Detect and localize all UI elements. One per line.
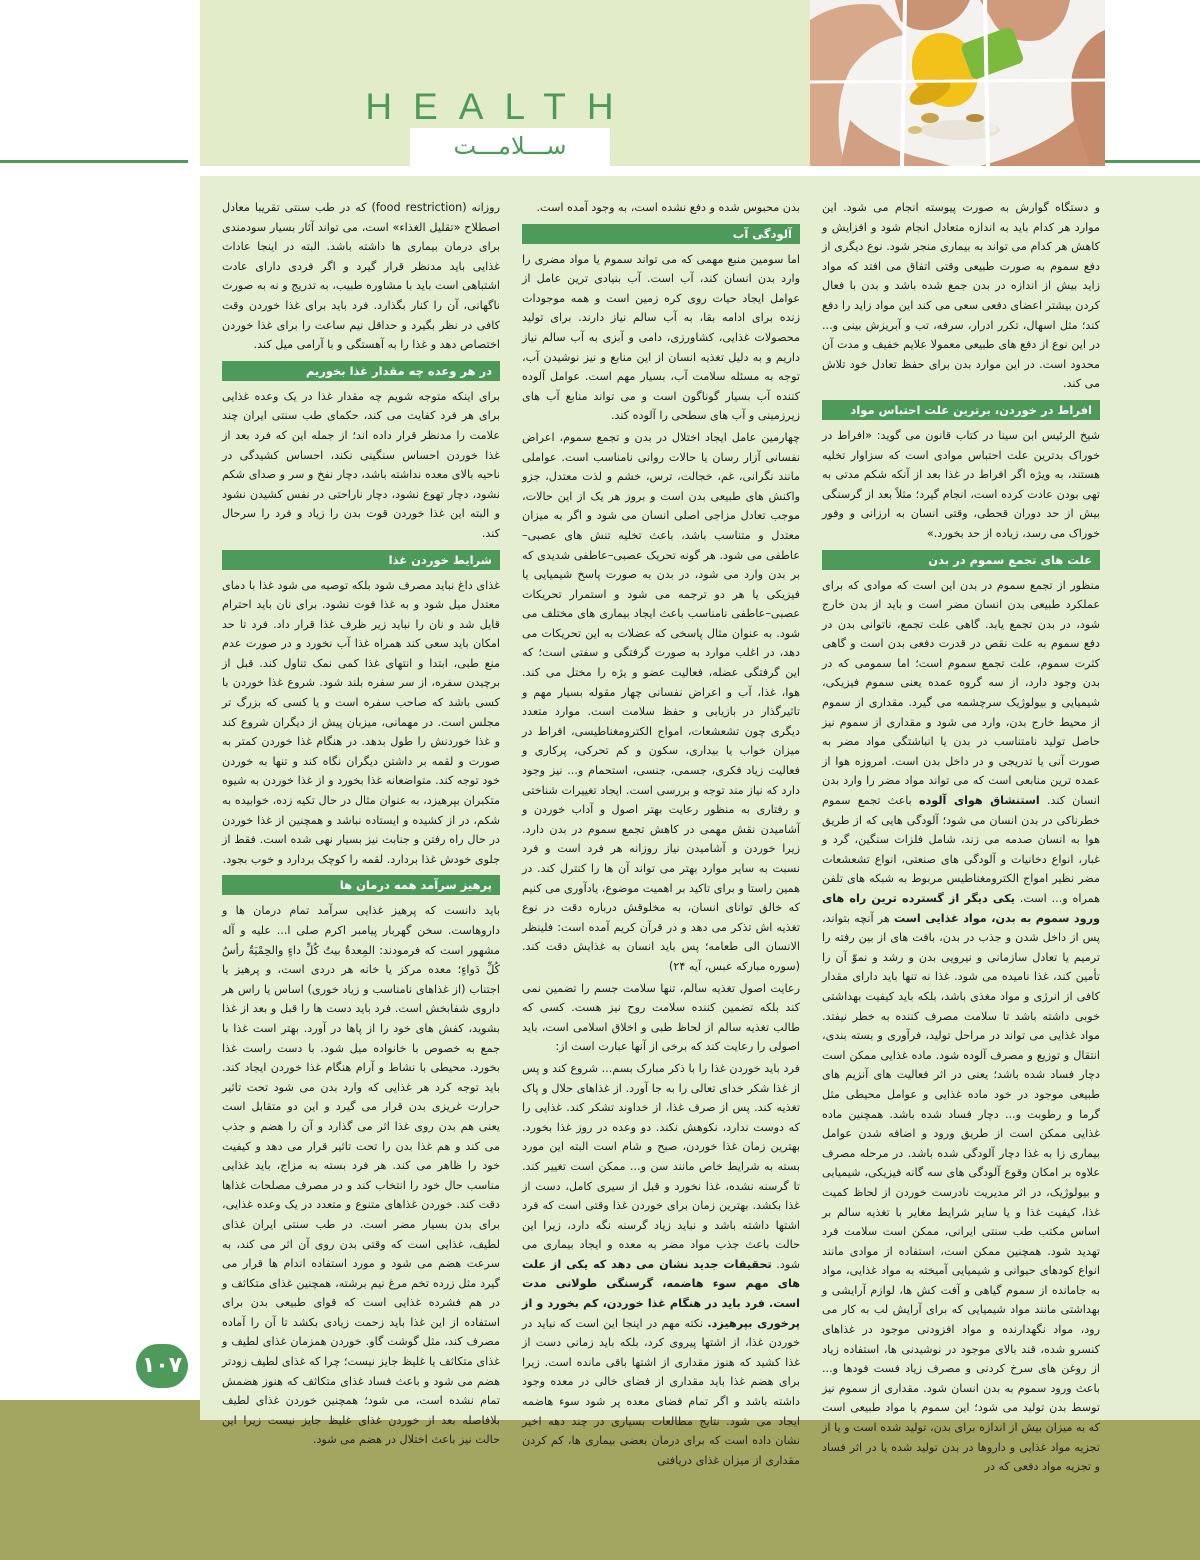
paragraph: بدن محبوس شده و دفع نشده است، به وجود آمده است.: [536, 201, 800, 214]
section-heading: شرایط خوردن غذا: [222, 550, 500, 570]
hero-photo: [810, 0, 1105, 166]
section-title-box: [410, 128, 610, 166]
paragraph: [822, 576, 1100, 1477]
section-heading: پرهیز سرآمد همه درمان ها: [222, 875, 500, 895]
section-title-persian: ســـلامـــت: [453, 132, 567, 160]
paragraph-text: نکته مهم در اینجا این است که نباید در خوردن غذا، از اشتها پیروی کرد، بلکه باید زمانی دست از غذا کشید که هنوز مقداری از اشتها باقی مانده است. زیرا برای هضم غذا باید مقداری از فضای خالی در معده وجود داشته باشد و اگر تمام فضای معده پر شود سوء هاضمه ایجاد می شود. نتایج مطالعات بسیاری در چند دهه اخیر نشان داده است که برای درمان بعضی بیماری ها، کم کردن مقداری از میزان غذای دریافتی: [522, 1316, 800, 1467]
emphasis-text: استنشاق هوای آلوده: [918, 794, 1040, 808]
paragraph: رعایت اصول تغذیه سالم، تنها سلامت جسم را تضمین نمی کند بلکه تضمین کننده سلامت روح نیز هست. کسی که طالب تغذیه سالم از لحاظ طبی و اخلاق اسلامی است، باید اصولی را رعایت کند که برخی از آنها عبارت است از:: [522, 981, 800, 1054]
paragraph: روزانه (food restriction) که در طب سنتی تقریبا معادل اصطلاح «تقلیل الغذاء» است، می تواند آثار بسیار سودمندی برای درمان بیماری ها داشته باشد. البته در اینجا عادات غذایی باید مدنظر قرار گیرد و اگر فردی دارای عادت اشتباهی است باید با مشاوره طبیب، به تدریج و نه به صورت ناگهانی، آن را کنار بگذارد. فرد باید برای غذا خوردن وقت کافی در نظر بگیرد و حداقل نیم ساعت را برای غذا خوردن اختصاص دهد و غذا را به آهستگی و با آرامی میل کند.: [222, 201, 500, 352]
paragraph-text: باعث تجمع سموم خطرناکی در بدن انسان می شود؛ آلودگی هایی که از طریق هوا به انسان صدمه می زند، شامل فلزات سنگین، گرد و غبار، انواع دخانیات و آلودگی های صنعتی، انواع تشعشعات مضر نظیر امواج الکترومغناطیس مربوط به شبکه های تلفن همراه و... است.: [822, 794, 1101, 905]
article-column-left: [222, 198, 500, 1447]
header-rule-left: [0, 160, 188, 163]
paragraph: برای اینکه متوجه شویم چه مقدار غذا در یک وعده غذایی برای هر فرد کفایت می کند، حکمای طب سنتی ایران چند علامت را مدنظر قرار داده اند؛ از جمله این که فرد بعد از غذا خوردن احساس سنگینی نکند، احساس کشیدگی در ناحیه بالای معده نداشته باشد، دچار نفخ و سر و صدای شکم نشود، دچار تهوع نشود، دچار ناراحتی در نفس کشیدن نشود و البته این غذا خوردن قوت بدن را زیاد و فرد را سرحال کند.: [222, 389, 500, 540]
paragraph-text: هر آنچه بتواند، پس از داخل شدن و جذب در بدن، بافت های از بین رفته را ترمیم یا تعادل سازمانی و نیرویی بدن و رشد و نموّ آن را تأمین کند، غذا نامیده می شود. غذا نه تنها باید دارای مقدار کافی از انرژی و مواد مغذی باشد، بلکه باید کیفیت بهداشتی خوبی داشته باشد تا سلامت مصرف کننده به خطر نیفتد. مواد غذایی می تواند در مراحل تولید، فرآوری و بسته بندی، انتقال و توزیع و مصرف آلوده شود. ماده غذایی ممکن است دچار فساد شده باشد؛ یعنی در اثر فعالیت های آنزیم های طبیعی موجود در خود ماده غذایی و عوامل محیطی مثل گرما و رطوبت و... دچار فساد شده باشد. همچنین ماده غذایی ممکن است از طریق ورود و اضافه شدن عوامل بیماری زا به غذا دچار آلودگی شده باشد. در مرحله مصرف علاوه بر امکان وقوع آلودگی های سه گانه فیزیکی، شیمیایی و بیولوژیک، در اثر مدیریت نادرست خوردن از لحاظ کمیت غذا، کیفیت غذا و یا سایر شرایط مغایر با تغذیه سالم بر اساس مکتب طب سنتی ایرانی، ممکن است سلامت فرد تهدید شود. همچنین ممکن است، استفاده از موادی مانند انواع کودهای حیوانی و شیمیایی آمیخته به مواد غذایی، مواد به جامانده از سموم گیاهی و آفت کش ها، لوازم آرایشی و بهداشتی مانند مواد شیمیایی که برای آرایش لب به کار می رود، مواد نگهدارنده و مواد افزودنی موجود در غذاهای کنسرو شده، قند بالای موجود در نوشیدنی ها، استفاده زیاد از روغن های سرخ کردنی و مصرف زیاد فست فودها و... باعث ورود سموم به بدن انسان شود. مقداری از سموم نیز توسط بدن تولید می شود؛ این سموم یا مواد طبیعی است که به میزان بیش از اندازه برای بدن، تولید شده است و یا از تجزیه مواد غذایی و داروها در بدن تولید شده یا در اثر فساد و تجزیه مواد دفعی که در: [822, 911, 1100, 1474]
hands-pills-illustration: [810, 0, 1105, 166]
paragraph: و دستگاه گوارش به صورت پیوسته انجام می شود. این موارد هر کدام باید به اندازه متعادل انجام شود و افزایش و کاهش هر کدام می تواند به بیماری منجر شود. نوع دیگری از دفع سموم به صورت طبیعی وقتی اتفاق می افتد که مواد زاید بیش از اندازه در بدن جمع شده باشد و بدن با فعال کردن بیشتر اعضای دفعی سعی می کند این مواد زاید را دفع کند؛ مثل اسهال، تکرر ادرار، سرفه، تب و آبریزش بینی و... در این نوع از دفع های طبیعی معمولا علایم خفیف و مدت آن محدود است. در این موارد بدن برای حفظ تعادل خود تلاش می کند.: [822, 201, 1100, 391]
paragraph: غذای داغ نباید مصرف شود بلکه توصیه می شود غذا با دمای معتدل میل شود و به غذا فوت نشود. برای نان باید احترام قایل شد و نان را نباید زیر ظرف غذا قرار داد. فرد تا حد امکان باید سعی کند همراه غذا آب نخورد و در صورت عدم منع طبی، ابتدا و انتهای غذا کمی نمک تناول کند. قبل از برچیدن سفره، از سر سفره بلند شود. شروع غذا خوردن با کسی باشد که صاحب سفره است و یا کسی که بزرگ تر مجلس است. در مهمانی، میزبان پیش از دیگران شروع کند و غذا خوردنش را طول بدهد. در هنگام غذا خوردن کمتر به صورت و لقمه بر داشتن دیگران نگاه کند و تنها به خوردن خود توجه کند. متواضعانه غذا بخورد و از غذا خوردن به شیوه متکبران بپرهیزد، به عنوان مثال در حال تکیه زده، خوابیده به شکم، در از کشیده و ایستاده نباشد و همچنین از غذا خوردن در حال راه رفتن و جنابت نیز بسیار نهی شده است. فقط از جلوی خودش غذا بردارد. لقمه را کوچک بردارد و خوب بجود.: [222, 578, 500, 866]
paragraph: چهارمین عامل ایجاد اختلال در بدن و تجمع سموم، اعراض نفسانی آزار رسان یا حالات روانی نامناسب است. عواملی مانند نگرانی، غم، خجالت، ترس، خشم و لذت معتدل، جزو واکنش های طبیعی بدن است و بروز هر یک از این حالات، موجب تعادل مزاجی اصلی انسان می شود و اگر به میزان معتدل و متناسب باشد، باعث تخلیه تنش های عصبی–عاطفی می شود. هر گونه تحریک عصبی–عاطفی شدیدی که بر بدن وارد می شود، در بدن به صورت پاسخ شیمیایی یا فیزیکی یا هر دو ترجمه می شود و استمرار تحریکات عصبی–عاطفی نامناسب باعث ایجاد بیماری های مختلف می شود. به عنوان مثال پاسخی که عضلات به این تحریکات می دهد، در اغلب موارد به صورت گرفتگی و سفتی است؛ که این گرفتگی عضله، فعالیت عضو و یژه را مختل می کند. هوا، غذا، آب و اعراض نفسانی چهار مقوله بسیار مهم و تاثیرگذار در بازیابی و حفظ سلامت است. موارد متعدد دیگری چون تشعشعات، امواج الکترومغناطیسی، افراط در میزان خواب یا بیداری، سکون و کم تحرکی، پرکاری و فعالیت زیاد فکری، جسمی، جنسی، استحمام و... نیز وجود دارد که نیاز مند توجه و بررسی است. ایجاد تغییرات شناختی و رفتاری به منظور رعایت بهتر اصول و آداب خوردن و آشامیدن نقش مهمی در کاهش تجمع سموم در بدن دارد. زیرا خوردن و آشامیدن نیاز روزانه هر فرد است و فرد نسبت به سایر موارد بهتر می تواند آن ها را کنترل کند. در همین راستا و برای تاکید بر اهمیت موضوع، یادآوری می کنیم که خالق توانای انسان، به مخلوقش درباره دقت در نوع تغذیه اش تذکر می دهد و در قرآن کریم آمده است: فلینظر الانسان الی طعامه؛ پس باید انسان به غذایش دقت کند. (سوره مبارکه عبس، آیه ۲۴): [522, 430, 800, 973]
paragraph-text: منظور از تجمع سموم در بدن این است که موادی که برای عملکرد طبیعی بدن انسان مضر است و باید از بدن خارج شود، در بدن تجمع یابد. گاهی علت تجمع، ناتوانی بدن در دفع سموم به علت نقص در قدرت دفعی بدن است و گاهی کثرت سموم، علت تجمع سموم است؛ اما سمومی که در بدن وجود دارد، از سه گروه عمده یعنی سموم فیزیکی، شیمیایی و بیولوژیک سرچشمه می گیرد. مقداری از سموم از محیط خارج بدن، وارد می شود و مقداری از سموم نیز حاصل تولید نامتناسب در بدن یا انباشتگی مواد مضر به صورت آنی یا تدریجی و در داخل بدن است. امروزه هوا از عمده ترین منابعی است که می تواند مواد مضر را وارد بدن انسان کند.: [822, 578, 1101, 808]
paragraph: شیخ الرئیس ابن سینا در کتاب قانون می گوید: «افراط در خوراک بدترین علت احتباس موادی است که سزاوار تخلیه هستند، به ویژه اگر افراط در غذا بعد از آنکه شکم مدتی به تهی بودن عادت کرده است، انجام گیرد؛ مثلاً بعد از گرسنگی بیش از حد دوران قحطی، وقتی انسان به ارزانی و وفور خوراک می رسد، زیاده از حد بخورد.»: [822, 428, 1100, 540]
section-heading: افراط در خوردن، برترین علت احتباس مواد: [822, 400, 1100, 420]
paragraph: [522, 1059, 800, 1470]
emphasis-text: تحقیقات جدید نشان می دهد که یکی از علت های مهم سوء هاضمه، گرسنگی طولانی مدت است. فرد باید در هنگام غذا خوردن، کم بخورد و از پرخوری بپرهیزد.: [522, 1257, 800, 1330]
article-column-right: [822, 198, 1101, 1474]
section-heading: علت های تجمع سموم در بدن: [822, 550, 1100, 570]
paragraph: اما سومین منبع مهمی که می تواند سموم یا مواد مضری را وارد بدن انسان کند، آب است. آب بنیادی ترین عامل از عوامل ایجاد حیات روی کره زمین است و همه موجودات زنده برای ادامه بقا، به آب سالم نیاز دارند. برای تولید محصولات غذایی، کشاورزی، دامی و آبزی به آب سالم نیاز داریم و به دلیل تغذیه انسان از این منابع و نیز نوشیدن آب، توجه به مسئله سلامت آب، بسیار مهم است. عوامل آلوده کننده آب بسیار گوناگون است و می تواند منابع آب های زیرزمینی و آب های سطحی را آلوده کند.: [522, 252, 800, 423]
paragraph-text: فرد باید خوردن غذا را با ذکر مبارک بسم... شروع کند و پس از غذا شکر خدای تعالی را به جا آورد. از غذاهای حلال و پاک تغذیه کند. پس از صرف غذا، از خداوند تشکر کند. غذایی را که دوست ندارد، نکوهش نکند. دو وعده در روز غذا بخورد. بهترین زمان غذا خوردن، صبح و شام است البته این مورد بسته به شرایط خاص مانند سن و... ممکن است تغییر کند. تا گرسنه نشده، غذا نخورد و قبل از سیری کامل، دست از غذا بکشد. بهترین زمان برای خوردن غذا وقتی است که فرد اشتها داشته باشد و نباید زیاد گرسنه نگه دارد، زیرا این حالت باعث جذب مواد مضر به معده و ایجاد بیماری می شود.: [522, 1061, 800, 1271]
page-number: ١٠٧: [136, 1344, 188, 1388]
section-heading: در هر وعده چه مقدار غذا بخوریم: [222, 361, 500, 381]
section-title-english: HEALTH: [365, 86, 635, 127]
paragraph: باید دانست که پرهیز غذایی سرآمد تمام درمان ها و داروهاست. سخن گهربار پیامبر اکرم صلی ا... علیه و آله مشهور است که فرمودند: المِعدةُ بیتُ کُلِّ داءٍ والحِمْیَةُ رأسُ کُلِّ دَواءٍ؛ معده مرکز یا خانه هر دردی است، و پرهیز یا اجتناب (از غذاهای نامناسب و زیاد خوری) اساس یا راس هر داروی شفابخش است. فرد باید دست ها را قبل و بعد از غذا بشوید، کفش های خود را از پاها در آورد. بهتر است غذا با جمع به خصوص با خانواده میل شود. با دست راست غذا بخورد. محیطی با نشاط و آرام هنگام غذا خوردن ایجاد کند. باید توجه کرد هر غذایی که وارد بدن می شود تحت تاثیر حرارت غریزی بدن قرار می گیرد و این دو متقابل است یعنی هم بدن روی غذا اثر می گذارد و آن را هضم و جذب می کند و هم غذا بدن را تحت تاثیر قرار می دهد و کیفیت خود را ظاهر می کند. هر فرد بسته به مزاج، باید غذایی مناسب حال خود را انتخاب کند و در مصرف مصلحات غذاها دقت کند. خوردن غذاهای متنوع و متعدد در یک وعده غذایی، برای بدن بسیار مضر است. در طب سنتی ایران غذای لطیف، غذایی است که وقتی بدن روی آن اثر می کند، به سرعت هضم می شود و مورد استفاده اندام ها قرار می گیرد مثل زرده تخم مرغ نیم برشته، همچنین غذای متکاثف و در هم فشرده غذایی است که قوای طبیعی بدن برای استفاده از این غذا باید زحمت زیادی بکشد تا آن را آماده مصرف کند، مثل گوشت گاو. خوردن همزمان غذای لطیف و غذای متکاثف یا غلیظ جایز نیست؛ چرا که غذای لطیف زودتر هضم می شود و باعث فساد غذای متکاثف که هنوز هضمش تمام نشده است، می شود؛ همچنین خوردن غذای لطیف بلافاصله بعد از خوردن غذای غلیظ جایز نیست زیرا این حالت نیز باعث اختلال در هضم می شود.: [222, 904, 500, 1447]
article-column-middle: [522, 198, 800, 1467]
header-rule-right: [1105, 160, 1200, 163]
emphasis-text: یکی دیگر از گسترده ترین راه های ورود سموم به بدن، مواد غذایی است: [822, 892, 1101, 925]
section-heading: آلودگی آب: [522, 224, 800, 244]
